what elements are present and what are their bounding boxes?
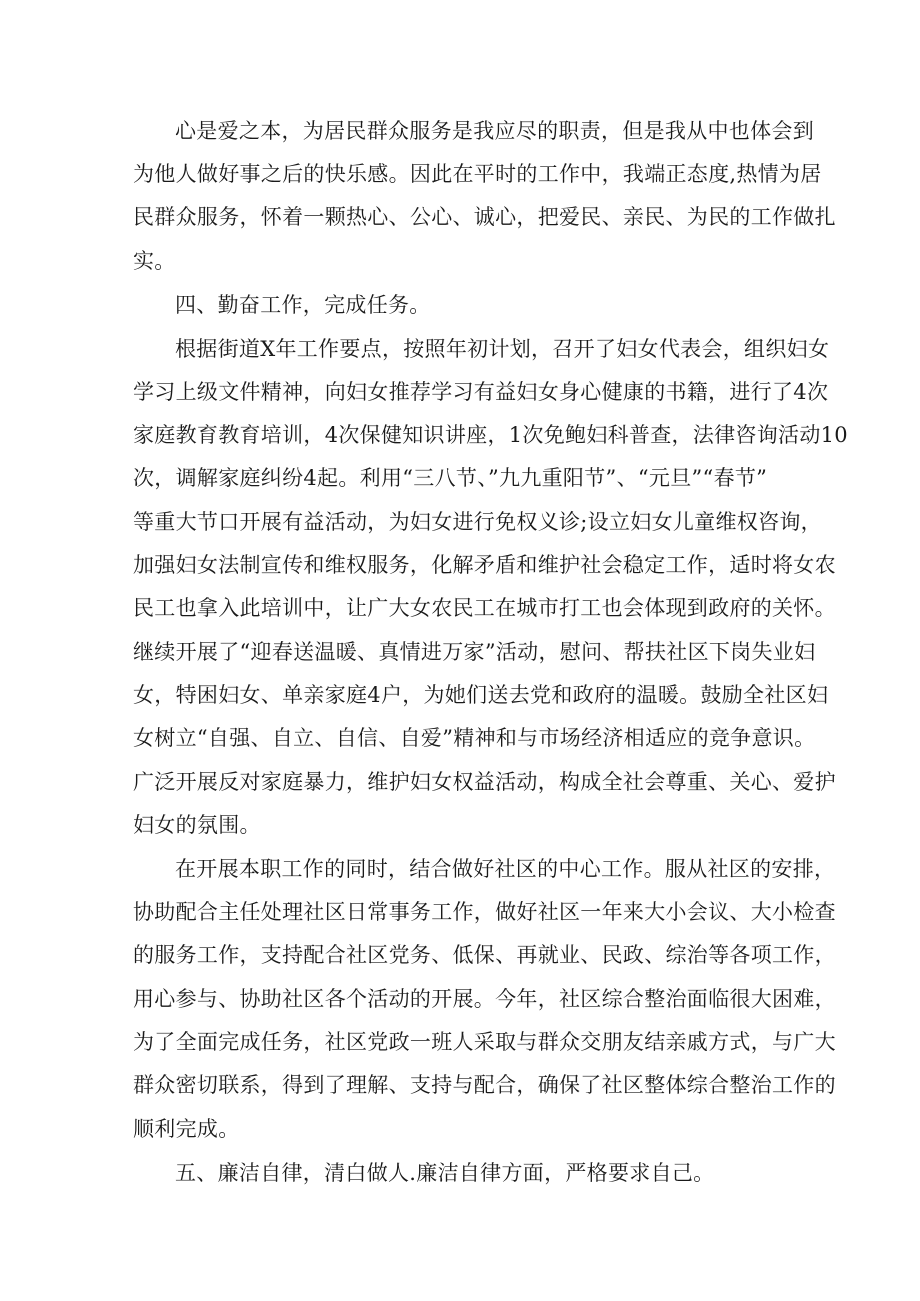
paragraph-line: 根据街道X年工作要点，按照年初计划，召开了妇女代表会，组织妇女 — [175, 337, 830, 361]
paragraph-line: 在开展本职工作的同时，结合做好社区的中心工作。服从社区的安排， — [175, 857, 836, 881]
paragraph-line: 民工也拿入此培训中，让广大女农民工在城市打工也会体现到政府的关怀。 — [133, 596, 836, 620]
paragraph-line: 用心参与、协助社区各个活动的开展。今年，社区综合整治面临很大困难， — [133, 987, 836, 1011]
paragraph-line: 广泛开展反对家庭暴力，维护妇女权益活动，构成全社会尊重、关心、爱护 — [133, 770, 836, 794]
paragraph-line: 的服务工作，支持配合社区党务、低保、再就业、民政、综治等各项工作， — [133, 943, 836, 967]
paragraph-line: 群众密切联系，得到了理解、支持与配合，确保了社区整体综合整治工作的 — [133, 1073, 836, 1097]
paragraph-line: 为他人做好事之后的快乐感。因此在平时的工作中，我端正态度,热情为居 — [133, 162, 822, 186]
paragraph-line: 实。 — [133, 249, 176, 273]
paragraph-line: 民群众服务，怀着一颗热心、公心、诚心，把爱民、亲民、为民的工作做扎 — [133, 205, 836, 229]
paragraph-line: 女，特困妇女、单亲家庭4户，为她们送去党和政府的温暖。鼓励全社区妇 — [133, 683, 829, 707]
paragraph-line: 女树立“自强、自立、自信、自爱”精神和与市场经济相适应的竞争意识。 — [133, 726, 816, 750]
paragraph-line: 加强妇女法制宣传和维权服务，化解矛盾和维护社会稳定工作，适时将女农 — [133, 553, 836, 577]
paragraph-line: 顺利完成。 — [133, 1117, 240, 1141]
paragraph-line: 等重大节口开展有益活动，为妇女进行免权义诊;设立妇女儿童维权咨询， — [133, 510, 822, 534]
paragraph-line: 为了全面完成任务，社区党政一班人采取与群众交朋友结亲戚方式，与广大 — [133, 1030, 836, 1054]
section-heading: 五、廉洁自律，清白做人.廉洁自律方面，严格要求自己。 — [175, 1161, 715, 1185]
paragraph-line: 协助配合主任处理社区日常事务工作，做好社区一年来大小会议、大小检查 — [133, 900, 836, 924]
paragraph-line: 妇女的氛围。 — [133, 813, 261, 837]
paragraph-line: 学习上级文件精神，向妇女推荐学习有益妇女身心健康的书籍，进行了4次 — [133, 380, 829, 404]
paragraph-line: 家庭教育教育培训，4次保健知识讲座，1次免鲍妇科普查，法律咨询活动10 — [133, 423, 848, 447]
paragraph-line: 次，调解家庭纠纷4起。利用“三八节、”九九重阳节”、“元旦”“春节” — [133, 466, 768, 490]
paragraph-line: 继续开展了“迎春送温暖、真情进万家”活动，慰问、帮扶社区下岗失业妇 — [133, 640, 816, 664]
paragraph-line: 心是爱之本，为居民群众服务是我应尽的职责，但是我从中也体会到 — [175, 119, 814, 143]
section-heading: 四、勤奋工作，完成任务。 — [175, 293, 431, 317]
